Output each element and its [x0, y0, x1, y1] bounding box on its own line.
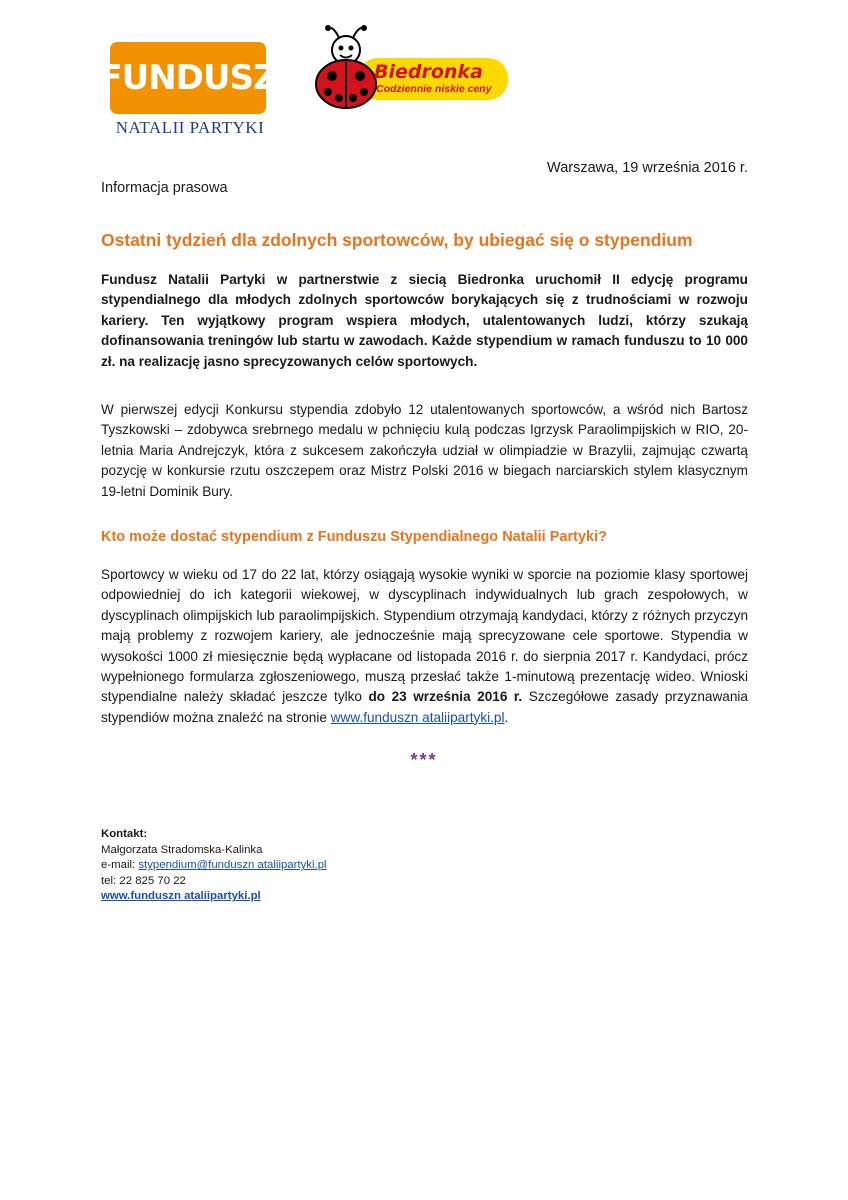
press-date: Warszawa, 19 września 2016 r. [547, 160, 748, 176]
eligibility-heading: Kto może dostać stypendium z Funduszu Stypendialnego Natalii Partyki? [101, 529, 607, 545]
contact-label: Kontakt: [101, 828, 148, 840]
eligibility-after-text: Szczegółowe zasady przyznawania stypendiów można znaleźć na stronie [101, 689, 748, 725]
first-edition-paragraph: W pierwszej edycji Konkursu stypendia zdobyło 12 utalentowanych sportowców, a wśród nich Bartosz Tyszkowski – zdobywca srebrnego medalu w pchnięciu kulą podczas Igrzysk Paraolimpijskich w RIO, 20-letnia Maria Andrejczyk, która z sukcesem zakończyła udział w olimpiadzie w Brazylii, zajmując czwartą pozycję w konkursie rzutu oszczepem oraz Mistrz Polski 2016 w biegach narciarskich stylem klasycznym 19-letni Dominik Bury. [101, 402, 748, 499]
press-label: Informacja prasowa [101, 180, 228, 196]
contact-email-link[interactable]: stypendium@funduszn ataliipartyki.pl [138, 859, 327, 872]
biedronka-logo-slogan: Codziennie niskie ceny [376, 83, 492, 95]
fundusz-logo-word: FUNDUSZ [99, 58, 277, 98]
biedronka-logo-name: Biedronka [374, 61, 483, 83]
press-title: Ostatni tydzień dla zdolnych sportowców, by ubiegać się o stypendium [101, 230, 693, 250]
fundusz-logo [99, 42, 277, 138]
contact-phone: tel: 22 825 70 22 [101, 874, 186, 887]
biedronka-logo [312, 22, 502, 112]
fundusz-logo-subtitle: NATALII PARTYKI [115, 118, 265, 137]
fundusz-logo-box [99, 42, 277, 114]
lead-paragraph: Fundusz Natalii Partyki w partnerstwie z siecią Biedronka uruchomił II edycję programu stypendialnego dla młodych zdolnych sportowców borykających się z trudnościami w rozwoju kariery. Ten wyjątkowy program wspiera młodych, utalentowanych ludzi, którzy szukają dofinansowania treningów lub startu w zawodach. Każde stypendium w ramach funduszu to 10 000 zł. na realizację jasno sprecyzowanych celów sportowych. [101, 272, 748, 369]
contact-website-link[interactable]: www.funduszn ataliipartyki.pl [101, 890, 261, 903]
eligibility-paragraph [101, 565, 748, 728]
section-separator: *** [410, 750, 438, 770]
contact-block [101, 827, 327, 905]
eligibility-text: Sportowcy w wieku od 17 do 22 lat, którzy osiągają wysokie wyniki w sporcie na poziomie klasy sportowej odpowiedniej do ich kategorii wiekowej, w dyscyplinach indywidualnych lub grach zespołowych, w dyscyplinach olimpijskich lub paraolimpijskich. Stypendium otrzymają kandydaci, którzy z różnych przyczyn mają problemy z rozwojem kariery, ale jednocześnie mają sprecyzowane cele sportowe. Stypendia w wysokości 1000 zł miesięcznie będą wypłacane od listopada 2016 r. do sierpnia 2017 r. Kandydaci, prócz wypełnionego formularza zgłoszeniowego, muszą przesłać także 1-minutową prezentację wideo. Wnioski stypendialne należy składać jeszcze tylko [101, 567, 748, 705]
contact-email-prefix: e-mail: [101, 859, 139, 872]
eligibility-end: . [504, 709, 509, 725]
website-link[interactable]: www.funduszn ataliipartyki.pl [330, 709, 505, 725]
contact-email-line [101, 858, 327, 874]
deadline-text: do 23 września 2016 r. [368, 689, 523, 705]
contact-name: Małgorzata Stradomska-Kalinka [101, 843, 263, 856]
